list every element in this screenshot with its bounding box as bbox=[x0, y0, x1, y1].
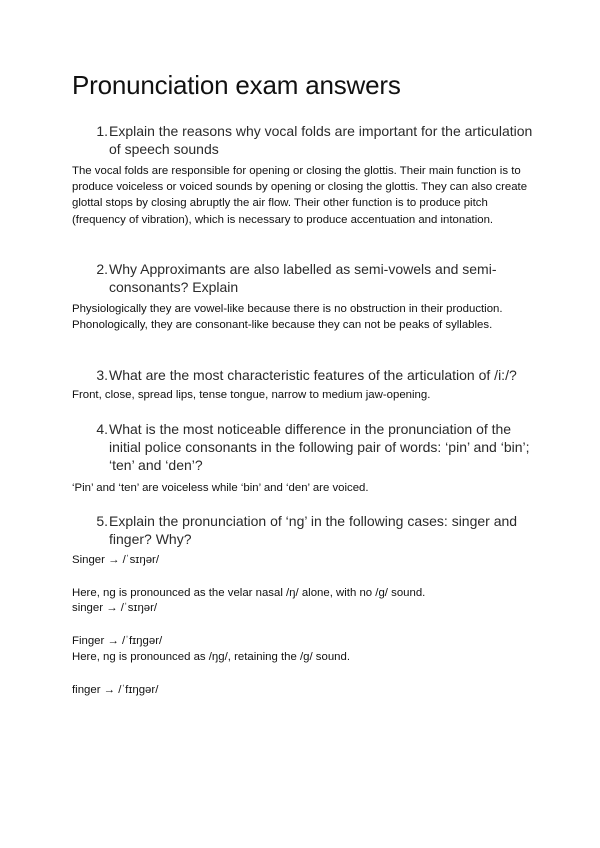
question-number: 4. bbox=[96, 421, 108, 437]
question-number: 1. bbox=[96, 123, 108, 139]
answer-5-line-finger: Finger → /ˈfɪŋgər/ bbox=[72, 635, 163, 647]
question-number: 3. bbox=[96, 367, 108, 383]
page-title: Pronunciation exam answers bbox=[72, 70, 401, 100]
question-text: Why Approximants are also labelled as semi-vowels and semi-consonants? Explain bbox=[109, 261, 497, 295]
answer-3: Front, close, spread lips, tense tongue, narrow to medium jaw-opening. bbox=[72, 389, 431, 401]
question-text: Explain the pronunciation of ‘ng’ in the following cases: singer and finger? Why? bbox=[109, 513, 518, 547]
question-2 bbox=[88, 260, 538, 296]
question-5 bbox=[88, 512, 538, 548]
question-4 bbox=[88, 420, 538, 474]
question-text: What are the most characteristic features of the articulation of /i:/? bbox=[109, 367, 517, 383]
answer-5-line-finger-explanation: Here, ng is pronounced as /ŋg/, retaining the /g/ sound. bbox=[72, 651, 350, 663]
answer-2: Physiologically they are vowel-like because there is no obstruction in their production. Phonologically, they are consonant-like because they can not be peaks of syllables. bbox=[72, 303, 503, 332]
question-3 bbox=[88, 366, 538, 384]
answer-1: The vocal folds are responsible for opening or closing the glottis. Their main function is to produce voiceless or voiced sounds by opening or closing the glottis. They can also create glottal stops by closing abruptly the air flow. Their other function is to produce pitch (frequency of vibration), which is necessary to produce accentuation and intonation. bbox=[72, 165, 528, 226]
answer-5-line-singer: Singer → /ˈsɪŋər/ bbox=[72, 554, 159, 566]
question-number: 2. bbox=[96, 261, 108, 277]
answer-5-line-singer-transcription: singer → /ˈsɪŋər/ bbox=[72, 602, 158, 614]
question-1 bbox=[88, 122, 538, 158]
answer-5-line-finger-transcription: finger → /ˈfɪŋgər/ bbox=[72, 684, 159, 696]
question-text: What is the most noticeable difference in the pronunciation of the initial police consonants in the following pair of words: ‘pin’ and ‘bin’; ‘ten’ and ‘den’? bbox=[109, 421, 530, 473]
question-text: Explain the reasons why vocal folds are important for the articulation of speech sounds bbox=[109, 123, 533, 157]
answer-4: ‘Pin’ and ‘ten’ are voiceless while ‘bin’ and ‘den’ are voiced. bbox=[72, 482, 369, 494]
answer-5-line-singer-explanation: Here, ng is pronounced as the velar nasal /ŋ/ alone, with no /g/ sound. bbox=[72, 587, 426, 599]
question-number: 5. bbox=[96, 513, 108, 529]
